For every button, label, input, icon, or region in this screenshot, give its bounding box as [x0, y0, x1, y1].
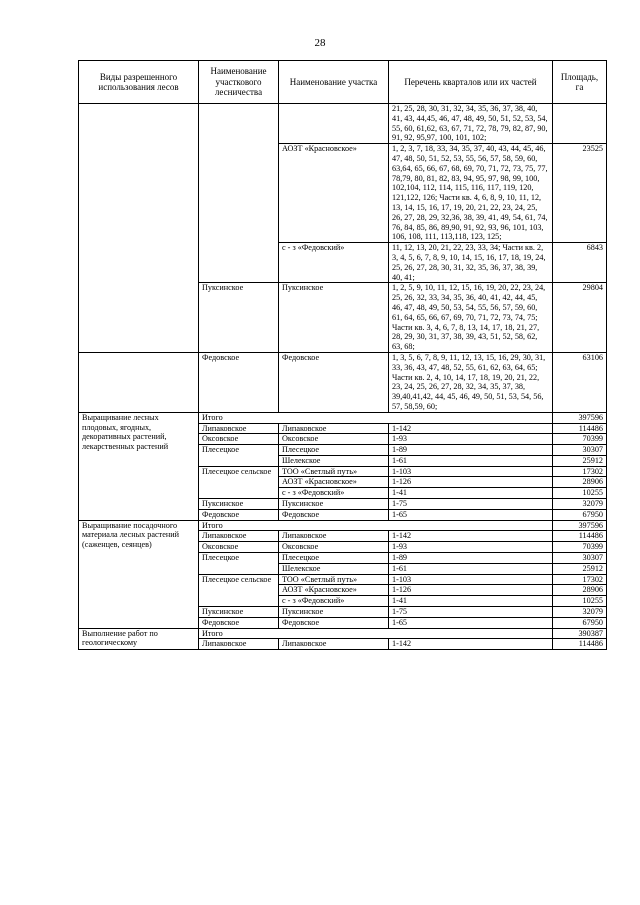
header-square: Площадь, га [553, 61, 607, 104]
quarters-cell: 1-75 [389, 607, 553, 618]
total-row [79, 628, 607, 639]
square-cell: 28906 [553, 477, 607, 488]
square-cell: 63106 [553, 352, 607, 412]
square-cell: 25912 [553, 455, 607, 466]
quarters-cell: 1-142 [389, 639, 553, 650]
square-cell: 32079 [553, 607, 607, 618]
table-row [79, 352, 607, 412]
area-cell: Плесецкое [279, 445, 389, 456]
quarters-cell: 1, 2, 5, 9, 10, 11, 12, 15, 16, 19, 20, 22, 23, 24, 25, 26, 32, 33, 34, 35, 36, 40, 41, 42, 44, 45, 46, 47, 48, 49, 50, 53, 54, 55, 56, 57, 59, 60, 61, 64, 65, 66, 67, 69, 70, 71, 72, 73, 74, 75; Части кв. 3, 4, 6, 7, 8, 13, 14, 17, 18, 21, 27, 28, 29, 30, 31, 37, 38, 39, 43, 51, 52, 58, 62, 63, 68; [389, 283, 553, 353]
quarters-cell: 1-89 [389, 445, 553, 456]
quarters-cell: 1-103 [389, 466, 553, 477]
area-cell: ТОО «Светлый путь» [279, 466, 389, 477]
quarters-cell: 1-126 [389, 585, 553, 596]
forestry-cell: Плесецкое сельское [199, 574, 279, 606]
area-cell: АОЗТ «Красновское» [279, 585, 389, 596]
area-cell: Оксовское [279, 434, 389, 445]
total-label: Итого [199, 520, 553, 531]
square-cell: 17302 [553, 466, 607, 477]
area-cell: Пуксинское [279, 283, 389, 353]
area-cell [279, 104, 389, 144]
total-value: 397596 [553, 412, 607, 423]
forestry-cell: Липаковское [199, 531, 279, 542]
area-cell: с - з «Федовский» [279, 488, 389, 499]
area-cell: Липаковское [279, 639, 389, 650]
total-value: 390387 [553, 628, 607, 639]
forestry-cell: Оксовское [199, 542, 279, 553]
area-cell: Федовское [279, 617, 389, 628]
square-cell: 114486 [553, 639, 607, 650]
quarters-cell: 1-142 [389, 531, 553, 542]
quarters-cell: 1-75 [389, 499, 553, 510]
quarters-cell: 11, 12, 13, 20, 21, 22, 23, 33, 34; Части кв. 2, 3, 4, 5, 6, 7, 8, 9, 10, 14, 15, 16, 17, 18, 19, 24, 25, 26, 27, 28, 30, 31, 32, 35, 36, 37, 38, 39, 40, 41; [389, 243, 553, 283]
forestry-cell [199, 104, 279, 283]
page-number: 28 [314, 37, 326, 49]
square-cell: 23525 [553, 144, 607, 243]
total-row [79, 412, 607, 423]
quarters-cell: 1-93 [389, 542, 553, 553]
kind-cell [79, 352, 199, 412]
quarters-cell: 1, 3, 5, 6, 7, 8, 9, 11, 12, 13, 15, 16, 29, 30, 31, 33, 36, 43, 47, 48, 52, 55, 61, 62, 63, 64, 65; Части кв. 2, 4, 10, 14, 17, 18, 19, 20, 21, 22, 23, 24, 25, 26, 27, 28, 32, 34, 35, 37, 38, 39,40,41,42, 44, 45, 46, 49, 50, 51, 53, 54, 56, 57, 58,59, 60; [389, 352, 553, 412]
forestry-cell: Федовское [199, 617, 279, 628]
quarters-cell: 1-61 [389, 455, 553, 466]
quarters-cell: 1-41 [389, 596, 553, 607]
quarters-cell: 1-89 [389, 553, 553, 564]
square-cell: 67950 [553, 617, 607, 628]
header-kind: Виды разрешенного использования лесов [79, 61, 199, 104]
quarters-cell: 1-61 [389, 563, 553, 574]
square-cell: 67950 [553, 509, 607, 520]
header-forestry: Наименование участкового лесничества [199, 61, 279, 104]
area-cell: с - з «Федовский» [279, 596, 389, 607]
area-cell: Оксовское [279, 542, 389, 553]
area-cell: Пуксинское [279, 607, 389, 618]
area-cell: Шелекское [279, 563, 389, 574]
table-row [79, 104, 607, 144]
total-label: Итого [199, 628, 553, 639]
total-value: 397596 [553, 520, 607, 531]
forest-use-table [78, 60, 607, 650]
forestry-cell: Липаковское [199, 639, 279, 650]
square-cell: 28906 [553, 585, 607, 596]
square-cell: 70399 [553, 434, 607, 445]
quarters-cell: 1-142 [389, 423, 553, 434]
area-cell: Федовское [279, 352, 389, 412]
square-cell: 29804 [553, 283, 607, 353]
kind-cell: Выполнение работ по геологическому [79, 628, 199, 650]
area-cell: Липаковское [279, 423, 389, 434]
quarters-cell: 21, 25, 28, 30, 31, 32, 34, 35, 36, 37, 38, 40, 41, 43, 44,45, 46, 47, 48, 49, 50, 51, 52, 53, 54, 55, 60, 61,62, 63, 67, 71, 72, 78, 79, 82, 87, 90, 91, 92, 95,97, 100, 101, 102; [389, 104, 553, 144]
total-row [79, 520, 607, 531]
forestry-cell: Плесецкое сельское [199, 466, 279, 498]
area-cell: Шелекское [279, 455, 389, 466]
quarters-cell: 1-93 [389, 434, 553, 445]
square-cell: 17302 [553, 574, 607, 585]
quarters-cell: 1, 2, 3, 7, 18, 33, 34, 35, 37, 40, 43, 44, 45, 46, 47, 48, 50, 51, 52, 53, 55, 56, 57, 58, 59, 60, 63,64, 65, 66, 67, 68, 69, 70, 71, 72, 73, 75, 77, 78,79, 80, 81, 82, 83, 94, 95, 97, 98, 99, 100, 102,104, 112, 114, 115, 116, 117, 119, 120, 121,122, 126; Части кв. 4, 6, 8, 9, 10, 11, 12, 13, 14, 15, 16, 17, 19, 20, 21, 22, 23, 24, 25, 26, 27, 28, 29, 32,36, 38, 39, 41, 49, 54, 61, 74, 76, 84, 85, 86, 89,90, 91, 92, 93, 96, 101, 103, 106, 108, 111, 113,118, 123, 125; [389, 144, 553, 243]
square-cell: 25912 [553, 563, 607, 574]
area-cell: ТОО «Светлый путь» [279, 574, 389, 585]
forestry-cell: Федовское [199, 509, 279, 520]
square-cell: 30307 [553, 553, 607, 564]
kind-cell: Выращивание лесных плодовых, ягодных, декоративных растений, лекарственных растений [79, 412, 199, 520]
square-cell: 32079 [553, 499, 607, 510]
square-cell: 6843 [553, 243, 607, 283]
area-cell: Федовское [279, 509, 389, 520]
table-header-row [79, 61, 607, 104]
square-cell: 30307 [553, 445, 607, 456]
header-quarters: Перечень кварталов или их частей [389, 61, 553, 104]
square-cell [553, 104, 607, 144]
area-cell: АОЗТ «Красновское» [279, 144, 389, 243]
forestry-cell: Оксовское [199, 434, 279, 445]
quarters-cell: 1-65 [389, 509, 553, 520]
quarters-cell: 1-126 [389, 477, 553, 488]
area-cell: Пуксинское [279, 499, 389, 510]
kind-cell: Выращивание посадочного материала лесных растений (саженцев, сеянцев) [79, 520, 199, 628]
forestry-cell: Плесецкое [199, 445, 279, 467]
forestry-cell: Пуксинское [199, 607, 279, 618]
area-cell: Липаковское [279, 531, 389, 542]
forestry-cell: Пуксинское [199, 283, 279, 353]
forestry-cell: Плесецкое [199, 553, 279, 575]
forestry-cell: Федовское [199, 352, 279, 412]
area-cell: АОЗТ «Красновское» [279, 477, 389, 488]
forestry-cell: Липаковское [199, 423, 279, 434]
square-cell: 70399 [553, 542, 607, 553]
total-label: Итого [199, 412, 553, 423]
square-cell: 10255 [553, 488, 607, 499]
area-cell: с - з «Федовский» [279, 243, 389, 283]
quarters-cell: 1-103 [389, 574, 553, 585]
area-cell: Плесецкое [279, 553, 389, 564]
forestry-cell: Пуксинское [199, 499, 279, 510]
square-cell: 114486 [553, 531, 607, 542]
square-cell: 10255 [553, 596, 607, 607]
kind-cell [79, 104, 199, 353]
header-area-name: Наименование участка [279, 61, 389, 104]
quarters-cell: 1-65 [389, 617, 553, 628]
quarters-cell: 1-41 [389, 488, 553, 499]
square-cell: 114486 [553, 423, 607, 434]
